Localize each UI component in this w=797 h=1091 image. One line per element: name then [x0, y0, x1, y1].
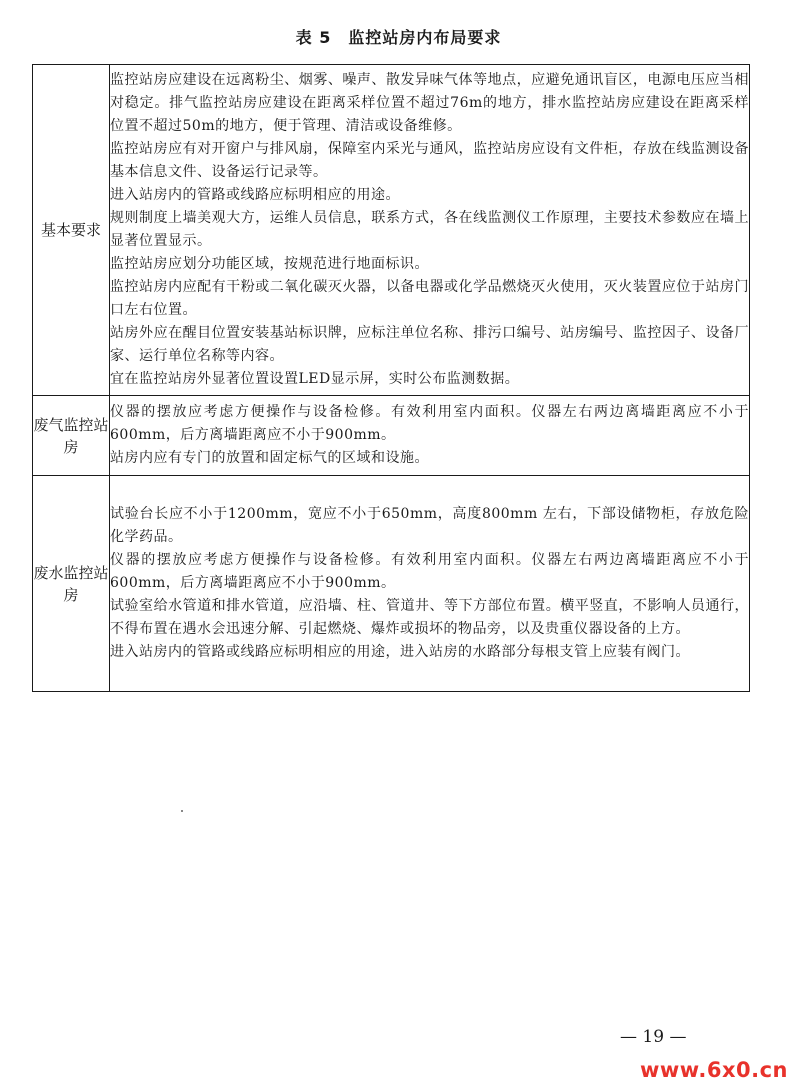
paragraph: 试验台长应不小于1200mm，宽应不小于650mm，高度800mm 左右，下部设储物柜，存放危险化学药品。 — [110, 506, 749, 545]
paragraph: 监控站房应划分功能区域，按规范进行地面标识。 — [110, 256, 429, 272]
paragraph: 站房外应在醒目位置安装基站标识牌，应标注单位名称、排污口编号、站房编号、监控因子、设备厂家、运行单位名称等内容。 — [110, 325, 749, 364]
row-label-exhaust: 废气监控站房 — [33, 396, 110, 476]
scan-speck — [181, 810, 183, 812]
row-content-wastewater — [110, 476, 750, 692]
paragraph: 宜在监控站房外显著位置设置LED显示屏，实时公布监测数据。 — [110, 371, 520, 387]
page-number: — 19 — — [620, 1027, 687, 1047]
table-row — [33, 476, 750, 692]
table-row — [33, 396, 750, 476]
paragraph: 进入站房内的管路或线路应标明相应的用途，进入站房的水路部分每根支管上应装有阀门。 — [110, 644, 690, 660]
row-label-basic: 基本要求 — [33, 65, 110, 396]
paragraph: 试验室给水管道和排水管道，应沿墙、柱、管道井、等下方部位布置。横平竖直，不影响人员通行，不得布置在遇水会迅速分解、引起燃烧、爆炸或损坏的物品旁，以及贵重仪器设备的上方。 — [110, 598, 749, 637]
site-watermark: www.6x0.cn — [640, 1058, 788, 1082]
paragraph: 仪器的摆放应考虑方便操作与设备检修。有效利用室内面积。仪器左右两边离墙距离应不小于600mm，后方离墙距离应不小于900mm。 — [110, 552, 749, 591]
paragraph: 站房内应有专门的放置和固定标气的区域和设施。 — [110, 450, 429, 466]
paragraph: 监控站房应建设在远离粉尘、烟雾、噪声、散发异味气体等地点，应避免通讯盲区，电源电压应当相对稳定。排气监控站房应建设在距离采样位置不超过76m的地方，排水监控站房应建设在距离采样位置不超过50m的地方，便于管理、清洁或设备维修。 — [110, 72, 749, 134]
row-label-wastewater: 废水监控站房 — [33, 476, 110, 692]
row-content-basic — [110, 65, 750, 396]
paragraph: 监控站房应有对开窗户与排风扇，保障室内采光与通风，监控站房应设有文件柜，存放在线监测设备基本信息文件、设备运行记录等。 — [110, 141, 749, 180]
table-row — [33, 65, 750, 396]
paragraph: 规则制度上墙美观大方，运维人员信息，联系方式，各在线监测仪工作原理，主要技术参数应在墙上显著位置显示。 — [110, 210, 749, 249]
row-content-exhaust — [110, 396, 750, 476]
paragraph: 监控站房内应配有干粉或二氧化碳灭火器，以备电器或化学品燃烧灭火使用，灭火装置应位于站房门口左右位置。 — [110, 279, 749, 318]
layout-requirements-table — [32, 64, 750, 692]
table-title: 表 5 监控站房内布局要求 — [295, 28, 502, 47]
paragraph: 仪器的摆放应考虑方便操作与设备检修。有效利用室内面积。仪器左右两边离墙距离应不小于600mm，后方离墙距离应不小于900mm。 — [110, 404, 749, 443]
paragraph: 进入站房内的管路或线路应标明相应的用途。 — [110, 187, 400, 203]
